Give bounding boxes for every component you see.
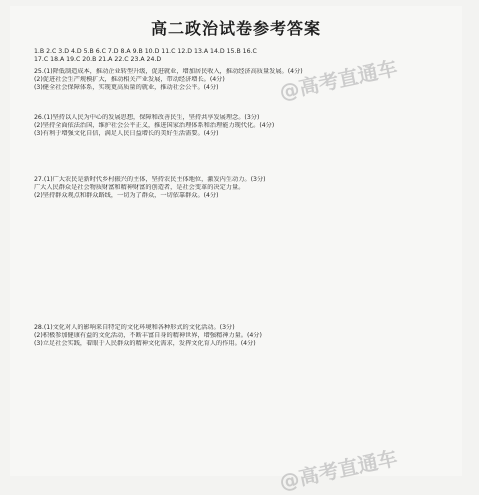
answer-sheet-page	[10, 6, 462, 495]
q26-line: (2)坚持全面依法治国，维护社会公平正义，推进国家治理体系和治理能力现代化。(4分)	[34, 122, 275, 129]
watermark-text: @高考直通车	[277, 445, 400, 495]
q28-line: (2)积极参加健康有益的文化活动，不断丰富自身的精神世界，增强精神力量。(4分)	[34, 332, 262, 339]
q26-line: 26.(1)坚持以人民为中心的发展思想，保障和改善民生，坚持共享发展理念。(3分)	[34, 114, 260, 121]
q25-line: (3)健全社会保障体系，实现更高质量的就业，推动社会公平。(4分)	[34, 84, 219, 91]
q25-line: 25.(1)降低制造成本，推动企业转型升级，促进就业，增加居民收入，推动经济高质量发展。(4分)	[34, 68, 303, 75]
watermark-text: @高考直通车	[277, 55, 400, 105]
answers-line-2: 17.C 18.A 19.C 20.B 21.A 22.C 23.A 24.D	[34, 56, 162, 63]
q25-line: (2)促进社会生产规模扩大，推动相关产业发展，带动经济增长。(4分)	[34, 76, 225, 83]
q27-line: (2)坚持群众观点和群众路线，一切为了群众，一切依靠群众。(4分)	[34, 192, 219, 199]
q28-line: 28.(1)文化对人的影响来自特定的文化环境和各种形式的文化活动。(3分)	[34, 324, 235, 331]
q28-line: (3)立足社会实践，着眼于人民群众的精神文化需求，发挥文化育人的作用。(4分)	[34, 340, 256, 347]
answers-line: 1.B 2.C 3.D 4.D 5.B 6.C 7.D 8.A 9.B 10.D 11.C 12.D 13.A 14.D 15.B 16.C	[34, 48, 257, 55]
q27-line: 27.(1)广大农民是新时代乡村振兴的主体，坚持农民主体地位，激发内生动力。(3分)	[34, 176, 266, 183]
page-title: 高二政治试卷参考答案	[150, 19, 321, 38]
q26-line: (3)有利于增强文化自信，满足人民日益增长的美好生活需要。(4分)	[34, 130, 219, 137]
q27-line: 广大人民群众是社会物质财富和精神财富的创造者，是社会变革的决定力量。	[34, 184, 245, 191]
